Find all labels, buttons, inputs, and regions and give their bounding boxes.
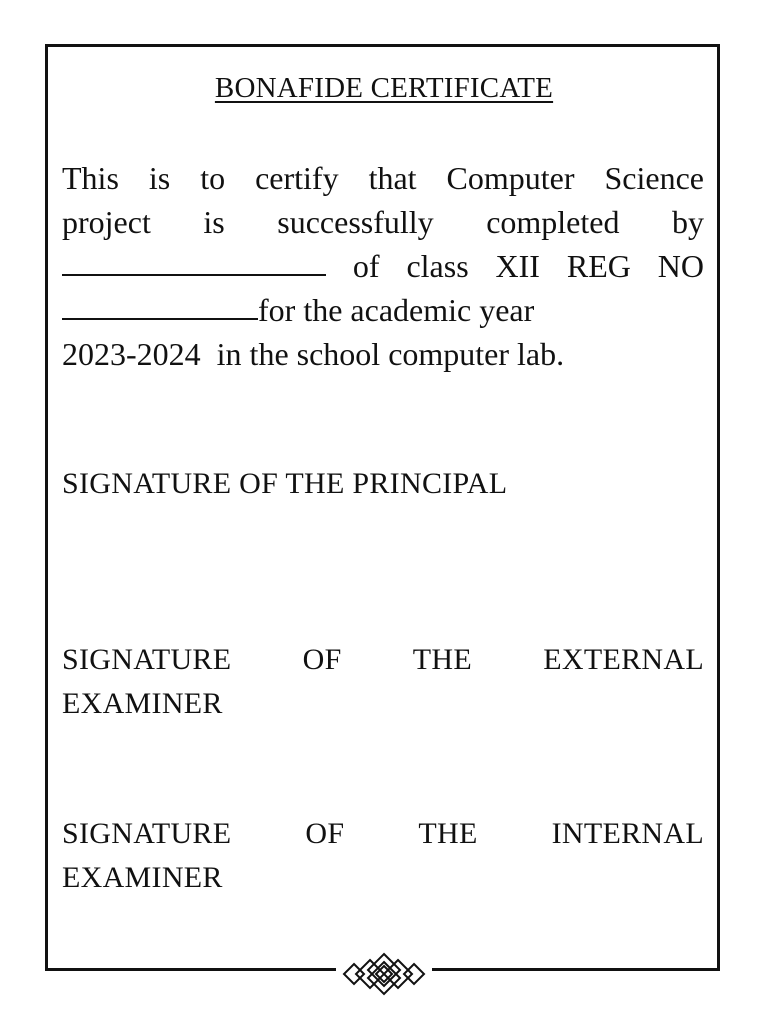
word: certify [255,160,339,196]
body-line-3 [62,244,704,288]
word: EXTERNAL [543,643,704,676]
principal-signature-text: SIGNATURE OF THE PRINCIPAL [62,467,508,500]
word: completed [486,204,620,240]
word: that [368,160,417,196]
academic-year-text: for the academic year [258,292,535,328]
word: Science [604,160,704,196]
word: successfully [277,204,434,240]
word: is [203,204,225,240]
word: by [672,204,704,240]
internal-examiner-word: EXAMINER [62,861,223,894]
reg-no-blank [62,288,258,320]
body-line-4 [62,288,704,332]
word: Computer [446,160,575,196]
internal-examiner-signature-label [62,812,704,900]
body-line-5 [62,332,704,376]
interlaced-diamond-ornament-icon [336,950,432,998]
word: is [148,160,171,196]
student-name-blank [62,244,326,276]
word: This [62,160,119,196]
word: INTERNAL [551,817,704,850]
word: NO [657,248,704,284]
body-line-2 [62,200,704,244]
external-signature-row [62,638,704,682]
body-line-1 [62,156,704,200]
principal-signature-label [62,462,704,506]
external-examiner-word: EXAMINER [62,687,223,720]
year-lab-text: 2023-2024 in the school computer lab. [62,336,565,372]
certificate-title: BONAFIDE CERTIFICATE [214,72,554,104]
word: OF [302,643,342,676]
word: THE [412,643,473,676]
word: SIGNATURE [62,643,232,676]
word: to [200,160,226,196]
external-examiner-signature-label [62,638,704,726]
word: THE [418,817,478,850]
certificate-body [62,156,704,376]
word: XII [495,248,540,284]
internal-signature-row [62,812,704,856]
word: SIGNATURE [62,817,232,850]
word: class [406,248,469,284]
word: of [352,248,380,284]
word: OF [305,817,345,850]
word: project [62,204,151,240]
word: REG [566,248,631,284]
